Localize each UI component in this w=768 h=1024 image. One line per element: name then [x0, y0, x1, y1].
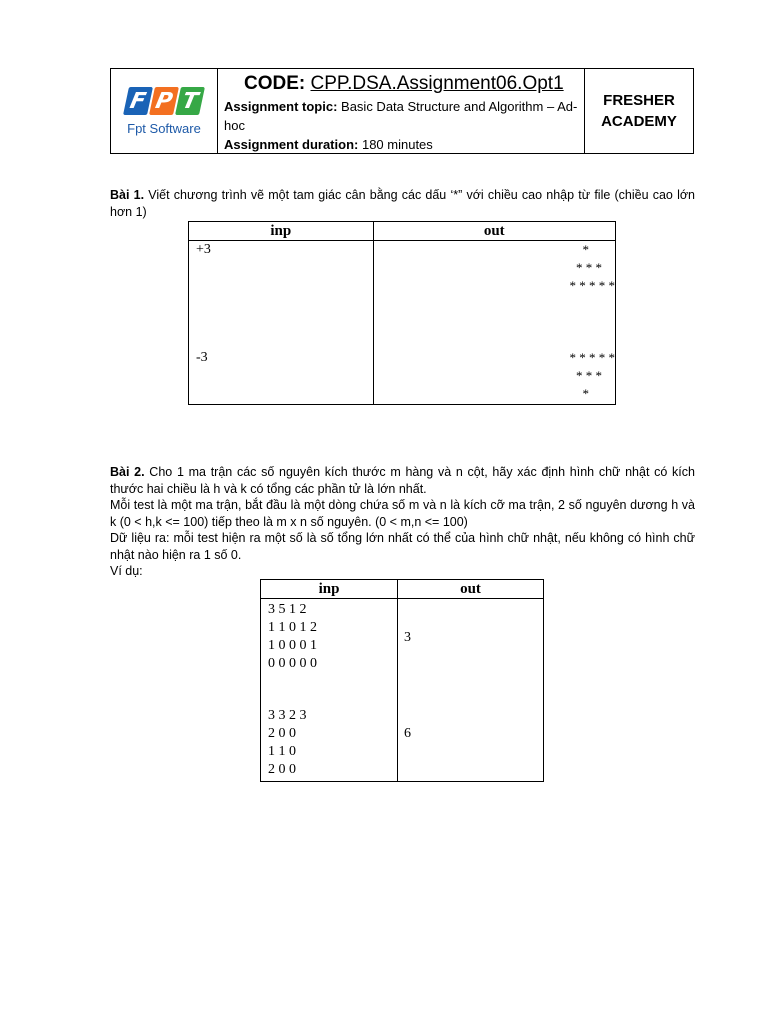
academy-label: FRESHER ACADEMY [601, 92, 677, 130]
output-line: * * * * * [569, 350, 615, 365]
input-value-1: +3 [196, 242, 211, 257]
input-line: 2 0 0 [268, 726, 296, 741]
input-line: 2 0 0 [268, 762, 296, 777]
exercise-2-line [110, 464, 695, 497]
exercise-1-description: Viết chương trình vẽ một tam giác cân bằng các dấu ‘*” với chiều cao nhập từ file (chiều cao lớn hơn 1) [110, 188, 695, 219]
exercise-2-text [110, 464, 695, 580]
input-line: 1 0 0 0 1 [268, 638, 317, 653]
column-header-inp: inp [189, 222, 374, 241]
exercise-2-description: Cho 1 ma trận các số nguyên kích thước m hàng và n cột, hãy xác định hình chữ nhật có kích thước hai chiều là h và k có tổng các phần tử là lớn nhất. [110, 465, 695, 496]
input-line: 1 1 0 [268, 744, 296, 759]
exercise-2-table [260, 579, 544, 782]
table-row [261, 599, 544, 782]
column-header-out: out [373, 222, 616, 241]
output-line: * [569, 242, 589, 257]
assignment-header [110, 68, 694, 154]
input-line: 0 0 0 0 0 [268, 656, 317, 671]
output-line: * * * [569, 260, 602, 275]
duration-value: 180 minutes [361, 137, 433, 152]
output-line: * * * [569, 368, 602, 383]
topic-value: Basic Data Structure and Algorithm – Ad-hoc [224, 99, 578, 133]
exercise-2-line: Ví dụ: [110, 564, 143, 578]
exercise-1-label: Bài 1. [110, 188, 145, 202]
exercise-2-line: Dữ liệu ra: mỗi test hiện ra một số là số tổng lớn nhất có thể của hình chữ nhật, nếu không có hình chữ nhật nào hiện ra 1 số 0. [110, 531, 695, 562]
output-value-1: 3 [404, 630, 411, 645]
topic-label: Assignment topic: [224, 99, 338, 114]
code-value: CPP.DSA.Assignment06.Opt1 [310, 73, 564, 94]
table-row [189, 241, 616, 405]
table-cell-inp [189, 241, 374, 405]
logo-tile-p: P [149, 87, 179, 115]
exercise-1-text [110, 187, 695, 220]
logo-tile-f: F [123, 87, 153, 115]
code-label: CODE: [244, 73, 306, 94]
fpt-logo [111, 69, 218, 153]
code-line [244, 71, 578, 97]
table-cell-inp [261, 599, 398, 782]
input-line: 3 5 1 2 [268, 602, 307, 617]
exercise-1-table [188, 221, 616, 405]
column-header-inp: inp [261, 580, 398, 599]
output-line: * [569, 386, 589, 401]
table-header-row [189, 222, 616, 241]
output-value-2: 6 [404, 726, 411, 741]
exercise-2-line: Mỗi test là một ma trận, bắt đầu là một dòng chứa số m và n là kích cỡ ma trận, 2 số nguyên dương h và k (0 < h,k <= 100) tiếp theo là m x n số nguyên. (0 < m,n <= 100) [110, 498, 695, 529]
column-header-out: out [398, 580, 544, 599]
logo-subtitle: Fpt Software [127, 120, 201, 136]
duration-label: Assignment duration: [224, 137, 359, 152]
duration-line [224, 135, 578, 154]
table-cell-out [398, 599, 544, 782]
assignment-info [218, 69, 585, 153]
table-header-row [261, 580, 544, 599]
input-line: 3 3 2 3 [268, 708, 307, 723]
input-value-2: -3 [196, 350, 208, 365]
table-cell-out [373, 241, 616, 405]
input-line: 1 1 0 1 2 [268, 620, 317, 635]
logo-tile-t: T [175, 87, 205, 115]
output-line: * * * * * [569, 278, 615, 293]
topic-line [224, 97, 578, 135]
exercise-2-label: Bài 2. [110, 465, 145, 479]
